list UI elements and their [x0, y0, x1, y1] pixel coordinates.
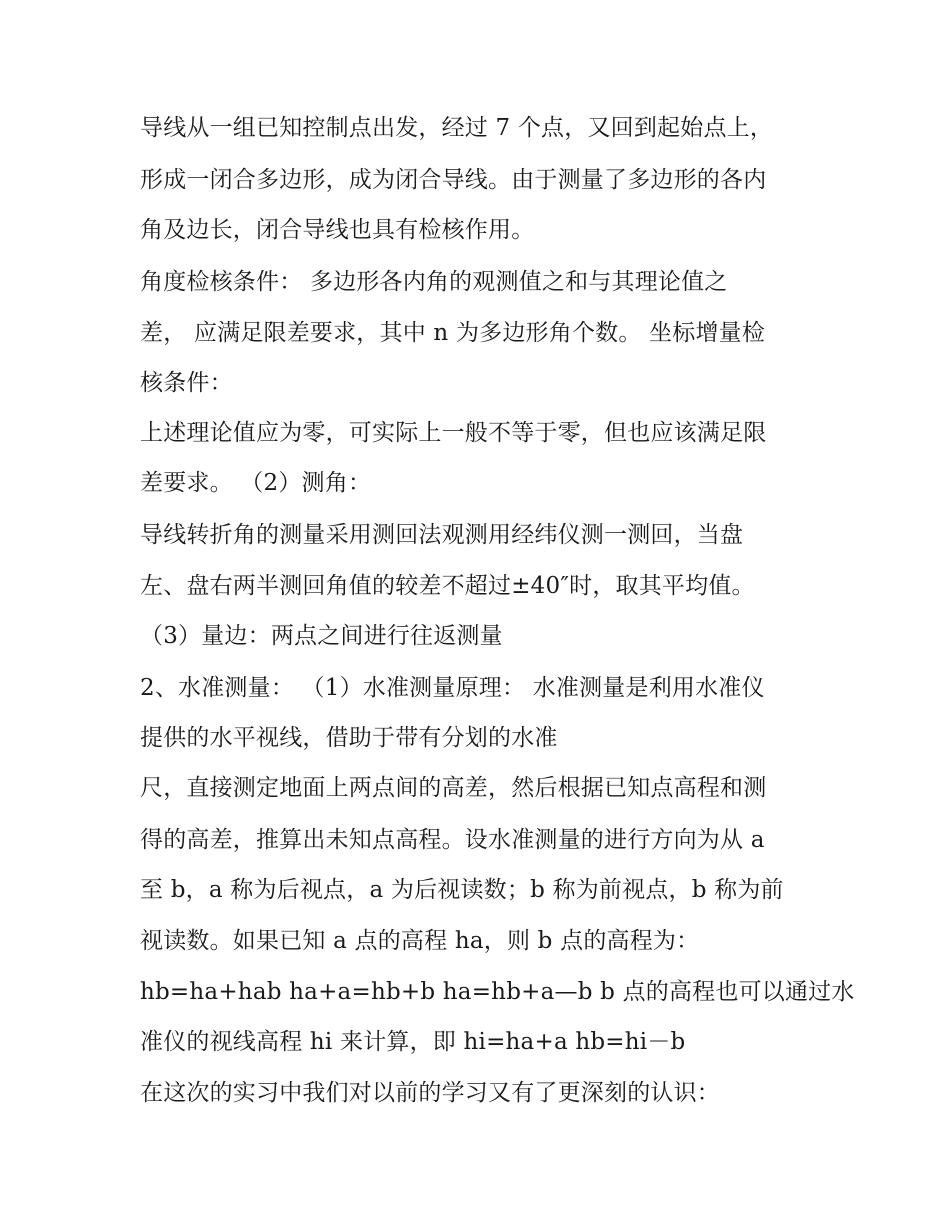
text-line: 在这次的实习中我们对以前的学习又有了更深刻的认识： — [140, 1080, 720, 1106]
text-line: 左、盘右两半测回角值的较差不超过±40″时，取其平均值。 — [140, 573, 755, 599]
text-line: 视读数。如果已知 a 点的高程 ha，则 b 点的高程为： — [140, 928, 700, 954]
text-line: （3）量边：两点之间进行往返测量 — [140, 623, 503, 649]
text-line: 差要求。 （2）测角： — [140, 470, 372, 496]
text-line: 形成一闭合多边形，成为闭合导线。由于测量了多边形的各内 — [140, 167, 767, 193]
text-line: 角度检核条件： 多边形各内角的观测值之和与其理论值之 — [140, 269, 728, 295]
text-line: 核条件： — [140, 370, 233, 396]
text-line: 导线转折角的测量采用测回法观测用经纬仪测一测回，当盘 — [140, 522, 744, 548]
text-line: 至 b，a 称为后视点，a 为后视读数；b 称为前视点，b 称为前 — [140, 877, 784, 903]
text-line: 上述理论值应为零，可实际上一般不等于零，但也应该满足限 — [140, 420, 767, 446]
text-line: hb=ha+hab ha+a=hb+b ha=hb+a—b b 点的高程也可以通过水 — [140, 979, 855, 1005]
text-line: 得的高差，推算出未知点高程。设水准测量的进行方向为从 a — [140, 827, 765, 853]
text-line: 尺，直接测定地面上两点间的高差，然后根据已知点高程和测 — [140, 775, 767, 801]
text-line: 2、水准测量： （1）水准测量原理： 水准测量是利用水准仪 — [140, 675, 765, 701]
text-line: 角及边长，闭合导线也具有检核作用。 — [140, 217, 535, 243]
text-line: 导线从一组已知控制点出发，经过 7 个点，又回到起始点上， — [140, 115, 774, 141]
text-line: 差， 应满足限差要求，其中 n 为多边形角个数。 坐标增量检 — [140, 320, 766, 346]
text-line: 提供的水平视线，借助于带有分划的水准 — [140, 725, 558, 751]
text-line: 准仪的视线高程 hi 来计算，即 hi=ha+a hb=hi－b — [140, 1029, 686, 1055]
